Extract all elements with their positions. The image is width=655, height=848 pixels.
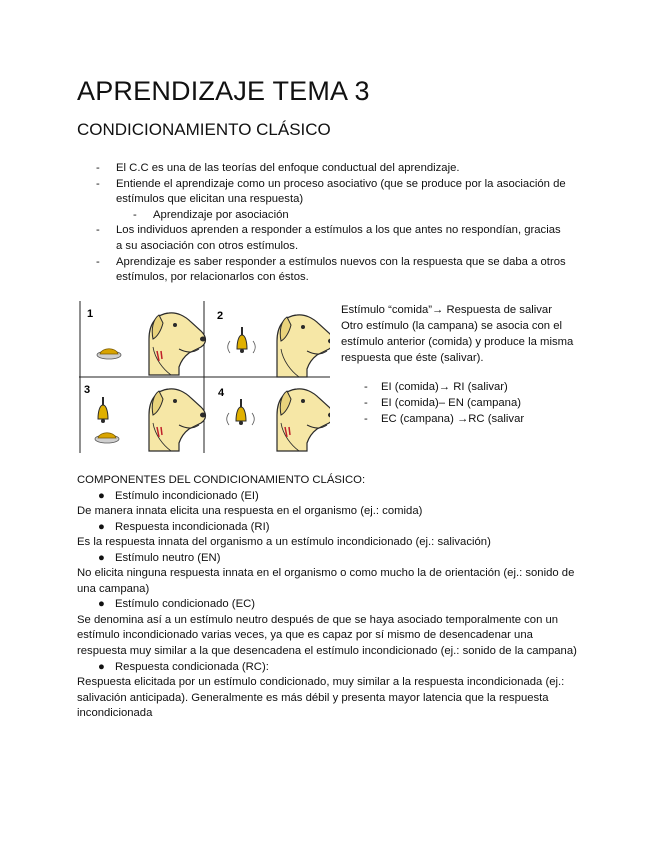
component-description: Se denomina así a un estímulo neutro después de que se haya asociado temporalmente con un estímulo incondicionado varias veces, ya que es capaz por sí mismo de desencadenar una respuesta muy similar a la que desencadena el estímulo incondicionado (ej.: sonido de la campana) — [77, 613, 577, 658]
dash-marker: - — [96, 177, 100, 190]
term-text: Respuesta condicionada (RC): — [115, 660, 269, 673]
sub-list-item — [96, 208, 566, 224]
dash-marker: - — [96, 255, 100, 268]
term-text: Estímulo neutro (EN) — [115, 551, 221, 564]
component-term — [77, 660, 577, 676]
components-heading: COMPONENTES DEL CONDICIONAMIENTO CLÁSICO: — [77, 474, 366, 486]
component-term — [77, 520, 577, 536]
stimulus-line: Estímulo “comida”→ Respuesta de salivar — [341, 304, 552, 316]
list-item-text: EI (comida)– EN (campana) — [381, 397, 522, 409]
component-term — [77, 551, 577, 567]
list-item-text: EC (campana) →RC (salivar — [381, 413, 525, 425]
panel-number: 2 — [217, 310, 224, 322]
bullet-icon: ● — [98, 551, 105, 564]
dash-marker: - — [133, 208, 137, 221]
component-term — [77, 489, 577, 505]
list-item-text: EI (comida)→ RI (salivar) — [381, 381, 508, 393]
side-explanation — [341, 302, 581, 366]
food-icon — [97, 349, 121, 359]
bullet-icon: ● — [98, 598, 105, 611]
intro-list — [96, 161, 566, 286]
bullet-icon: ● — [98, 520, 105, 533]
pavlov-illustration — [79, 301, 330, 453]
components-section — [77, 473, 577, 722]
panel-number: 3 — [84, 384, 91, 396]
bullet-icon: ● — [98, 660, 105, 673]
bell-icon — [237, 327, 247, 353]
dog-icon — [149, 389, 206, 451]
dash-marker: - — [364, 381, 368, 393]
list-item-text: El C.C es una de las teorías del enfoque conductual del aprendizaje. — [116, 162, 460, 174]
section-title: CONDICIONAMIENTO CLÁSICO — [77, 120, 331, 139]
stimulus-paragraph: Otro estímulo (la campana) se asocia con el estímulo anterior (comida) y produce la misma respuesta que éste (salivar). — [341, 320, 574, 364]
list-item — [364, 379, 584, 395]
bell-icon — [236, 399, 246, 425]
term-text: Estímulo incondicionado (EI) — [115, 489, 259, 502]
food-icon — [95, 433, 119, 443]
list-item-text: Aprendizaje es saber responder a estímulos nuevos con la respuesta que se daba a otros estímulos, por relacionarlos con éstos. — [116, 255, 566, 284]
component-description: Respuesta elicitada por un estímulo condicionado, muy similar a la respuesta incondicionada (ej.: salivación anticipada). Generalmente es más débil y presenta mayor latencia que la respuesta incondicionada — [77, 676, 565, 720]
side-list — [364, 379, 584, 427]
term-text: Estímulo condicionado (EC) — [115, 598, 256, 611]
list-item-text: Entiende el aprendizaje como un proceso asociativo (que se produce por la asociación de estímulos que elicitan una respuesta) — [116, 177, 566, 206]
dog-icon — [149, 313, 206, 375]
panel-number: 4 — [218, 387, 225, 399]
page-title: APRENDIZAJE TEMA 3 — [77, 76, 370, 106]
component-description: Es la respuesta innata del organismo a un estímulo incondicionado (ej.: salivación) — [77, 536, 491, 549]
list-item — [96, 177, 566, 208]
dash-marker: - — [364, 397, 368, 409]
dash-marker: - — [96, 224, 100, 237]
bullet-icon: ● — [98, 489, 105, 502]
list-item — [364, 395, 584, 411]
dash-marker: - — [364, 413, 368, 425]
dog-icon — [277, 315, 330, 377]
list-item-text: Aprendizaje por asociación — [153, 208, 289, 221]
list-item — [96, 255, 566, 286]
pavlov-figure — [79, 301, 330, 453]
component-description: De manera innata elicita una respuesta en el organismo (ej.: comida) — [77, 505, 423, 518]
term-text: Respuesta incondicionada (RI) — [115, 520, 270, 533]
list-item — [96, 161, 566, 177]
list-item-text: Los individuos aprenden a responder a estímulos a los que antes no respondían, gracias a su asociación con otros estímulos. — [116, 224, 561, 252]
bell-icon — [98, 397, 108, 423]
component-description: No elicita ninguna respuesta innata en el organismo o como mucho la de orientación (ej.: sonido de una campana) — [77, 567, 575, 595]
component-term — [77, 597, 577, 613]
dash-marker: - — [96, 162, 100, 174]
dog-icon — [277, 389, 330, 451]
list-item — [96, 223, 566, 254]
list-item — [364, 411, 584, 427]
panel-number: 1 — [87, 308, 94, 320]
